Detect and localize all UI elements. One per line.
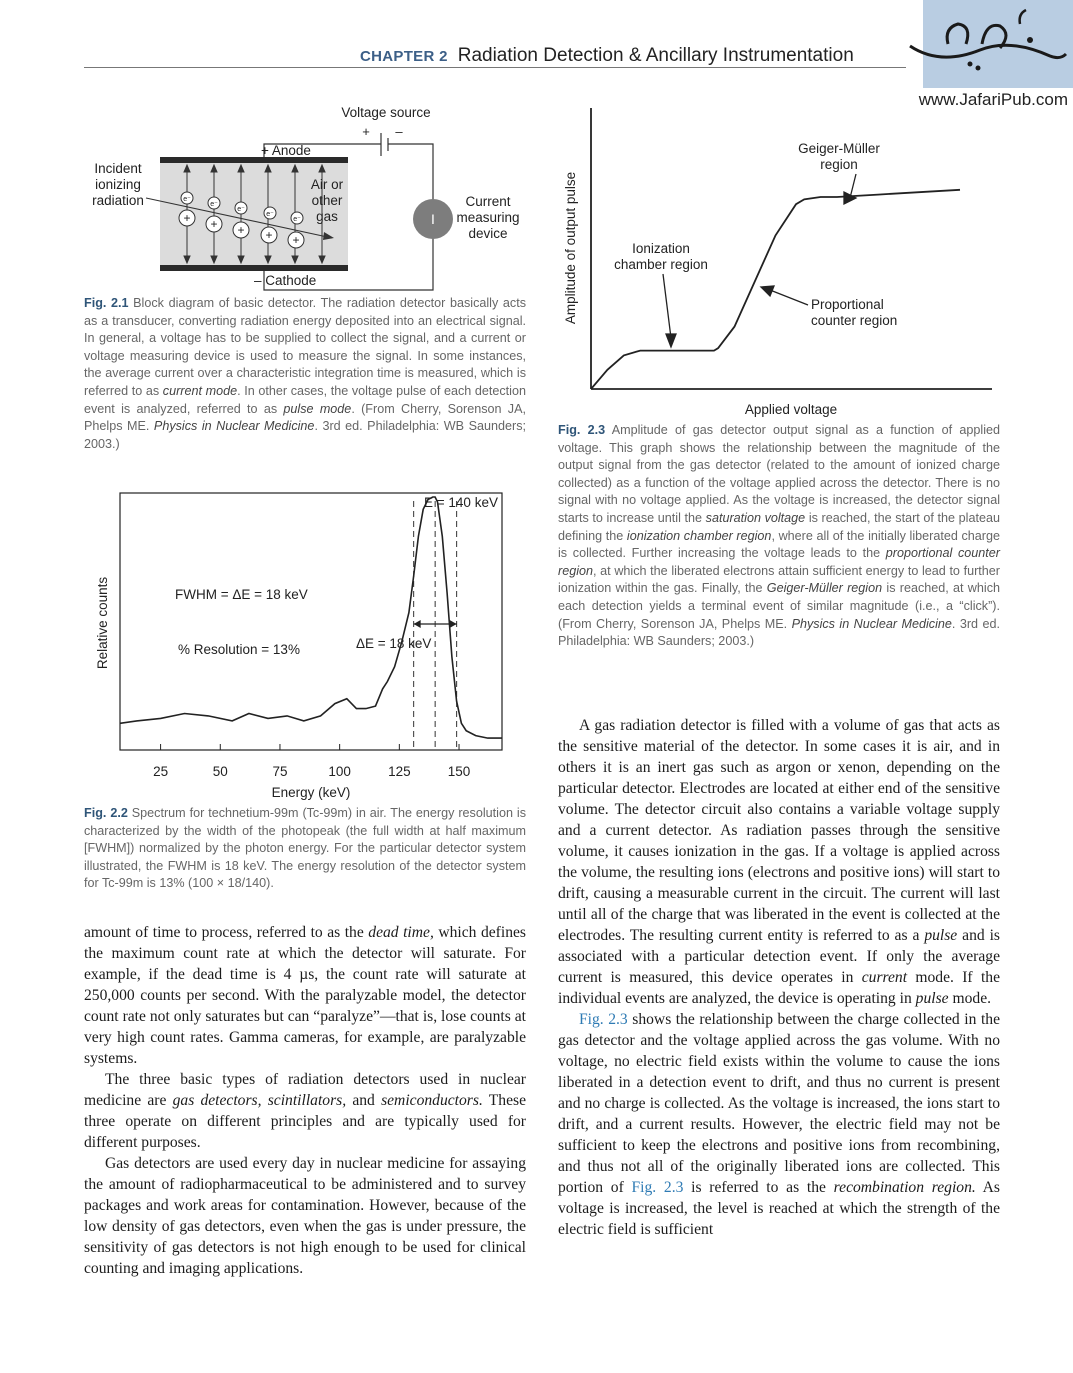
incident-label-2: ionizing (95, 177, 141, 192)
incident-label-3: radiation (92, 193, 144, 208)
ion-chamber-label-1: Ionization (632, 241, 690, 256)
fig-2-1-diagram (84, 100, 534, 294)
paragraph (84, 922, 526, 1069)
fig-2-2-caption (84, 805, 526, 893)
proportional-label-1: Proportional (811, 297, 884, 312)
caption-text: is reached, at which each detection yields a terminal event of similar magnitude (i.e., a “click”). (From Cherry, Sorenson JA, Phelps ME. (558, 581, 1000, 631)
current-label-3: device (468, 226, 508, 241)
text-emphasis: pulse (924, 927, 958, 944)
text-run: As voltage is increased, the level is reached at which the strength of the electric field is sufficient (558, 1179, 1000, 1238)
text-run: mode. If the individual events are analyzed, the device is operating in (558, 969, 1000, 1007)
text-run: is referred to as the (683, 1179, 834, 1196)
battery-minus: – (395, 124, 403, 139)
caption-text: , where all of the initially liberated charge is collected. Further increasing the voltage leads to the (558, 528, 1000, 561)
ion-label: + (237, 223, 245, 237)
anode-plate (160, 157, 348, 163)
y-axis-label: Relative counts (95, 576, 110, 670)
header-rule (84, 67, 906, 68)
x-tick-label: 125 (388, 764, 411, 779)
caption-text: . 3rd ed. Philadelphia: WB Saunders; 2003.) (84, 419, 526, 451)
y-axis-label: Amplitude of output pulse (563, 171, 578, 325)
gas-label-1: Air or (310, 177, 344, 192)
caption-text: . In other cases, the voltage pulse of each detection event is analyzed, referred to as (84, 383, 526, 416)
text-emphasis: pulse (915, 990, 949, 1007)
paragraph (558, 1009, 1000, 1240)
caption-text: . 3rd ed. Philadelphia: WB Saunders; 2003.) (558, 616, 1000, 649)
caption-emphasis: Geiger-Müller region (766, 581, 883, 596)
text-emphasis: current (861, 969, 908, 986)
text-run: which defines the maximum count rate at which the detector will saturate. For example, if the dead time is 4 µs, the count rate will saturate at 250,000 counts per second. With the paralyzable model, the detector count rate not only saturates but can “paralyze”—that is, lose counts at very high count rates. Gamma cameras, for example, are paralyzable systems. (84, 924, 526, 1067)
ion-label: + (265, 228, 273, 242)
caption-text: Amplitude of gas detector output signal as a function of applied voltage. This graph shows the relationship between the magnitude of the output signal from the gas detector (related to the amount of ionized charge collected) as a function of the voltage applied across the detector. There is no signal with no voltage applied. As the voltage is increased, the detector signal starts to increase until the (558, 423, 1001, 525)
electron-label: e⁻ (266, 211, 274, 218)
right-column-text (558, 715, 1000, 1240)
caption-emphasis: current mode (162, 383, 238, 398)
electron-label: e⁻ (237, 206, 245, 213)
text-run: A gas radiation detector is filled with a volume of gas that acts as the sensitive material of the detector. In some cases it is air, and in others it is an inert gas such as argon or xenon, depending on the particular detector. Electrodes are located at either end of the sensitive volume. The detector circuit also contains a variable voltage supply and a current detector. As radiation passes through the sensitive volume, it causes ionization in the gas. If a voltage is applied across the volume, the resulting ions (electrons and positive ions) will start to drift, causing a measurable current in the circuit. The current will last until all of the charge that was liberated in the event is collected at the electrodes. The resulting current entity is referred to as a (558, 717, 1000, 944)
cathode-plate (160, 265, 348, 271)
text-emphasis: dead time, (368, 924, 434, 941)
caption-text: Spectrum for technetium-99m (Tc-99m) in air. The energy resolution is characterized by the width of the photopeak (the full width at half maximum [FWHM]) normalized by the photon energy. For the particular detector system illustrated, the FWHM is 18 keV. The energy resolution of the detector system for Tc-99m is 13% (100 × 18/140). (84, 806, 526, 891)
peak-energy-label: E = 140 keV (424, 495, 498, 510)
gm-label-2: region (820, 157, 858, 172)
proportional-label-2: counter region (811, 313, 898, 328)
paragraph: Gas detectors are used every day in nuclear medicine for assaying the amount of radiopharmaceutical to be administered and to survey packages and work areas for contamination. However, because of the low density of gas detectors, even when the gas is under pressure, the sensitivity of gas detectors is not high enough to be used for clinical counting and imaging applications. (84, 1155, 526, 1277)
current-meter-symbol: I (431, 211, 435, 227)
running-header (360, 45, 854, 67)
spectrum-curve (120, 497, 502, 738)
delta-e-label: ΔE = 18 keV (356, 636, 432, 651)
ion-label: + (210, 217, 218, 231)
caption-text: . (From Cherry, Sorenson JA, Phelps ME. (84, 401, 526, 434)
plot-frame (120, 493, 502, 750)
gm-label-1: Geiger-Müller (798, 141, 880, 156)
text-run: The three basic types of radiation detectors used in nuclear medicine are (84, 1071, 526, 1109)
fig-2-3-caption (558, 422, 1000, 651)
fwhm-arrowhead (414, 620, 421, 628)
fig-2-2-spectrum-chart (84, 485, 534, 807)
caption-text: is reached, the start of the plateau defining the (558, 510, 1000, 543)
caption-label: Fig. 2.1 (84, 296, 129, 310)
caption-emphasis: Physics in Nuclear Medicine (153, 419, 315, 434)
text-emphasis: semiconductors. (381, 1092, 483, 1109)
paragraph (558, 715, 1000, 1009)
ion-label: + (183, 211, 191, 225)
caption-emphasis: Physics in Nuclear Medicine (791, 616, 952, 631)
caption-label: Fig. 2.2 (84, 806, 128, 820)
caption-label: Fig. 2.3 (558, 423, 606, 437)
logo-url: www.JafariPub.com (918, 90, 1068, 109)
text-run: mode. (948, 990, 992, 1007)
text-emphasis: gas detectors, scintillators, (172, 1092, 347, 1109)
text-run: shows the relationship between the charge collected in the gas detector and the voltage applied across the gas volume. With no voltage, no electric field exists within the volume to cause the ions liberated in a detection event to drift, and thus no current is present and no charge is collected. As the voltage is increased, the ions start to drift, and a current results. However, the electric field may not be sufficient to keep the electrons and positive ions from recombining, and thus not all of the originally liberated ions are collected. This portion of (558, 1011, 1000, 1196)
gas-label-3: gas (316, 209, 338, 224)
text-run: and is associated with a particular detection event. If only the average current is measured, this device operates in (558, 927, 1000, 986)
figure-link[interactable]: Fig. 2.3 (631, 1179, 684, 1196)
cathode-label: – Cathode (254, 273, 317, 288)
x-axis-label: Applied voltage (744, 402, 838, 417)
caption-text: , at which the liberated electrons attain sufficient energy to lead to further ionization within the gas. Finally, the (558, 563, 1000, 596)
electron-label: e⁻ (210, 201, 218, 208)
anode-label: + Anode (261, 143, 311, 158)
x-tick-label: 150 (447, 764, 471, 779)
chapter-title: Radiation Detection & Ancillary Instrumentation (457, 45, 854, 66)
response-curve (591, 190, 960, 389)
electron-label: e⁻ (293, 216, 301, 223)
gas-label-2: other (311, 193, 343, 208)
left-column-text (84, 922, 526, 1279)
ion-label: + (292, 233, 300, 247)
fig-2-1-caption (84, 295, 526, 453)
fig-2-3-voltage-chart (560, 100, 1000, 422)
caption-emphasis: pulse mode (283, 401, 352, 416)
text-emphasis: recombination region. (833, 1179, 976, 1196)
paragraph (84, 1069, 526, 1153)
figure-link[interactable]: Fig. 2.3 (579, 1011, 628, 1028)
current-label-1: Current (465, 194, 511, 209)
incident-label-1: Incident (94, 161, 142, 176)
x-tick-label: 75 (272, 764, 288, 779)
x-axis-label: Energy (keV) (271, 785, 351, 800)
caption-emphasis: ionization chamber region (626, 528, 772, 543)
current-label-2: measuring (456, 210, 520, 225)
text-run: and (346, 1092, 382, 1109)
x-tick-label: 100 (328, 764, 351, 779)
caption-emphasis: saturation voltage (705, 510, 806, 525)
voltage-source-label: Voltage source (341, 105, 431, 120)
battery-plus: + (362, 124, 370, 139)
electron-label: e⁻ (183, 196, 191, 203)
text-run: amount of time to process, referred to as the (84, 924, 369, 941)
caption-text: Block diagram of basic detector. The radiation detector basically acts as a transducer, converting radiation energy deposited into an electrical signal. In general, a voltage has to be supplied to collect the signal, and a current or voltage measuring device is used to measure the signal. In some instances, the average current over a characteristic integration time is measured, which is referred to as (84, 296, 526, 398)
fwhm-arrowhead (450, 620, 457, 628)
fwhm-label: FWHM = ΔE = 18 keV (175, 587, 308, 602)
publisher-logo (900, 4, 1070, 88)
x-tick-label: 25 (153, 764, 169, 779)
caption-emphasis: proportional counter region (558, 546, 1000, 578)
x-tick-label: 50 (212, 764, 228, 779)
resolution-label: % Resolution = 13% (178, 642, 300, 657)
text-run: These three operate on different principles and are typically used for different purposes. (84, 1092, 526, 1151)
ion-chamber-label-2: chamber region (614, 257, 708, 272)
chapter-label: CHAPTER 2 (360, 48, 448, 65)
